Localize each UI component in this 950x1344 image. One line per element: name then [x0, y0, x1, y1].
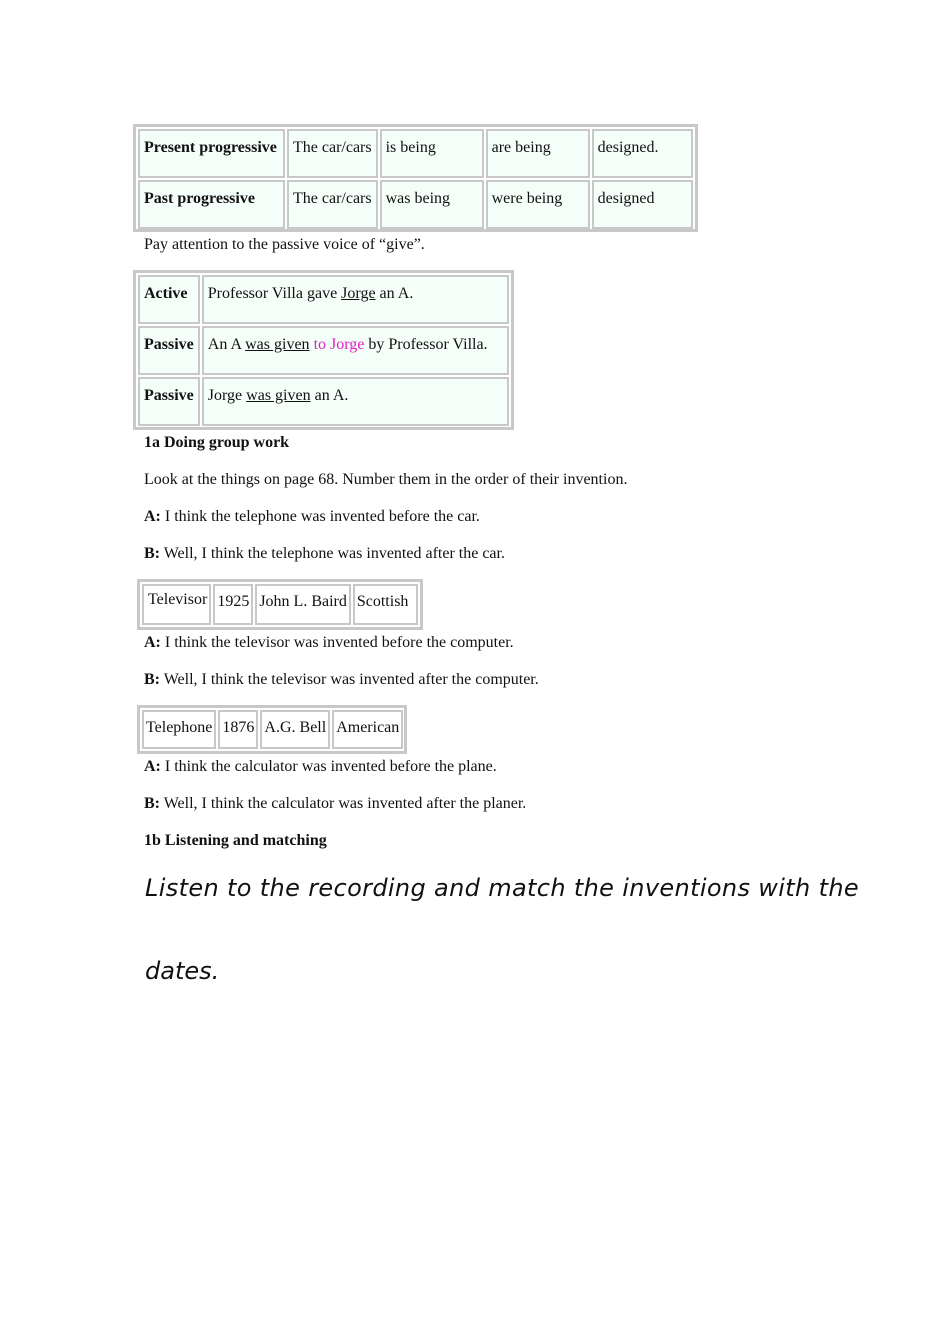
table-row	[138, 377, 509, 426]
dialogue-line	[144, 508, 480, 526]
text: Professor Villa gave	[207, 285, 342, 302]
table-row	[138, 275, 509, 324]
table-cell: American	[332, 710, 403, 749]
section-1a-heading: 1a Doing group work	[144, 434, 290, 451]
table-row	[138, 129, 693, 178]
dialogue-text: Well, I think the calculator was invented after the planer.	[160, 795, 527, 812]
table-cell: is being	[380, 129, 484, 178]
table-cell	[202, 377, 509, 426]
text: an A.	[310, 387, 349, 404]
table-cell: Present progressive	[138, 129, 285, 178]
section-1b-instruction-line2: dates.	[145, 957, 220, 985]
table-cell: Telephone	[142, 710, 216, 749]
table-cell: Past progressive	[138, 180, 285, 229]
table-cell: John L. Baird	[255, 584, 351, 625]
progressive-table	[133, 124, 698, 232]
speaker-label: B:	[144, 671, 160, 688]
text: An A	[207, 336, 246, 353]
table-cell	[202, 326, 509, 375]
dialogue-text: Well, I think the telephone was invented after the car.	[160, 545, 505, 562]
table-cell: Passive	[138, 326, 200, 375]
invention-table-televisor	[137, 579, 423, 630]
dialogue-text: I think the televisor was invented before the computer.	[160, 634, 514, 651]
text: an A.	[375, 285, 414, 302]
speaker-label: A:	[144, 508, 161, 525]
section-1a-instruction: Look at the things on page 68. Number them in the order of their invention.	[144, 471, 628, 488]
table-cell: 1876	[218, 710, 258, 749]
dialogue-line	[144, 758, 497, 776]
table-cell: 1925	[213, 584, 253, 625]
dialogue-line	[144, 795, 526, 813]
section-1b-instruction-line1: Listen to the recording and match the inventions with the	[145, 874, 860, 902]
table-cell: Active	[138, 275, 200, 324]
dialogue-line	[144, 634, 514, 652]
speaker-label: B:	[144, 545, 160, 562]
dialogue-text: I think the telephone was invented before the car.	[160, 508, 480, 525]
table-cell: The car/cars	[287, 129, 378, 178]
dialogue-line	[144, 545, 505, 563]
table-row	[138, 326, 509, 375]
note-give: Pay attention to the passive voice of “give”.	[144, 236, 425, 253]
dialogue-text: I think the calculator was invented before the plane.	[160, 758, 497, 775]
section-1b-heading: 1b Listening and matching	[144, 832, 327, 849]
table-cell	[202, 275, 509, 324]
table-cell: designed.	[592, 129, 693, 178]
highlighted-text: to Jorge	[313, 336, 365, 353]
table-cell: A.G. Bell	[260, 710, 330, 749]
table-cell: Televisor	[142, 584, 211, 625]
underlined-text: was given	[245, 336, 310, 353]
table-cell: Passive	[138, 377, 200, 426]
invention-table-telephone	[137, 705, 407, 754]
table-cell: The car/cars	[287, 180, 378, 229]
table-row	[138, 180, 693, 229]
underlined-text: was given	[246, 387, 311, 404]
dialogue-line	[144, 671, 539, 689]
speaker-label: A:	[144, 634, 161, 651]
speaker-label: B:	[144, 795, 160, 812]
table-cell: Scottish	[353, 584, 418, 625]
dialogue-text: Well, I think the televisor was invented after the computer.	[160, 671, 539, 688]
speaker-label: A:	[144, 758, 161, 775]
table-cell: was being	[380, 180, 484, 229]
give-table	[133, 270, 514, 430]
table-row	[142, 584, 418, 625]
table-row	[142, 710, 403, 749]
table-cell: designed	[592, 180, 693, 229]
text: Jorge	[207, 387, 247, 404]
table-cell: were being	[486, 180, 590, 229]
text: by Professor Villa.	[364, 336, 488, 353]
table-cell: are being	[486, 129, 590, 178]
underlined-text: Jorge	[341, 285, 376, 302]
